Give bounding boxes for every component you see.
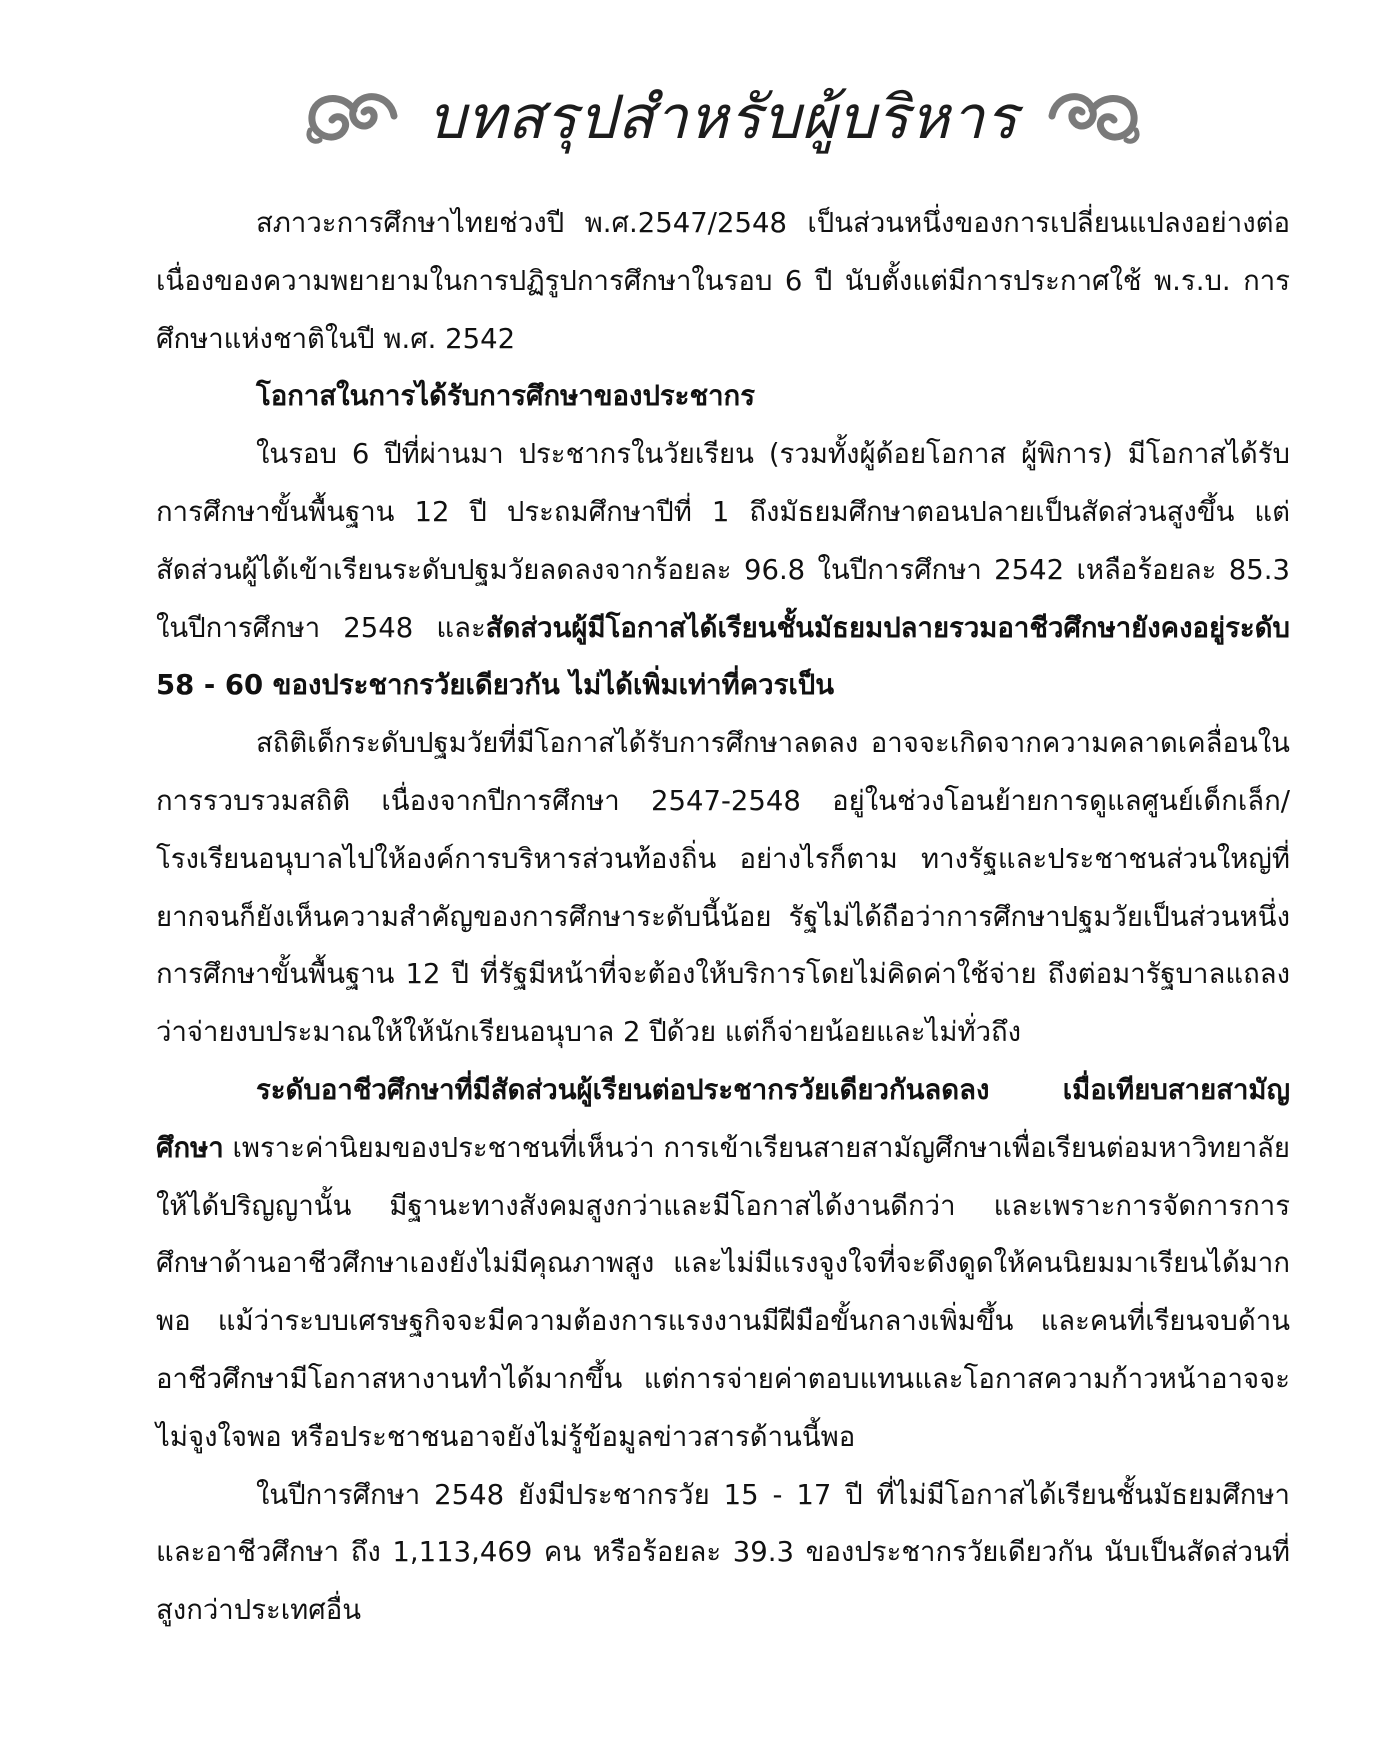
paragraph-out-of-school-text: ในปีการศึกษา 2548 ยังมีประชากรวัย 15 - 17 ปี ที่ไม่มีโอกาสได้เรียนชั้นมัธยมศึกษาและอาชีวศึกษา ถึง 1,113,469 คน หรือร้อยละ 39.3 ของประชากรวัยเดียวกัน นับเป็นสัดส่วนที่สูงกว่าประเทศอื่น: [156, 1478, 1290, 1627]
page-title: บทสรุปสำหรับผู้บริหาร: [427, 82, 1019, 153]
paragraph-vocational-text: เพราะค่านิยมของประชาชนที่เห็นว่า การเข้าเรียนสายสามัญศึกษาเพื่อเรียนต่อมหาวิทยาลัยให้ได้ปริญญานั้น มีฐานะทางสังคมสูงกว่าและมีโอกาสได้งานดีกว่า และเพราะการจัดการการศึกษาด้านอาชีวศึกษาเองยังไม่มีคุณภาพสูง และไม่มีแรงจูงใจที่จะดึงดูดให้คนนิยมมาเรียนได้มากพอ แม้ว่าระบบเศรษฐกิจจะมีความต้องการแรงงานมีฝีมือขั้นกลางเพิ่มขึ้น และคนที่เรียนจบด้านอาชีวศึกษามีโอกาสหางานทำได้มากขึ้น แต่การจ่ายค่าตอบแทนและโอกาสความก้าวหน้าอาจจะไม่จูงใจพอ หรือประชาชนอาจยังไม่รู้ข้อมูลข่าวสารด้านนี้พอ: [156, 1131, 1290, 1453]
paragraph-access-emphasis: สัดส่วนผู้มีโอกาสได้เรียนชั้นมัธยมปลายรวมอาชีวศึกษายังคงอยู่ระดับ 58 - 60 ของประชากรวัยเดียวกัน ไม่ได้เพิ่มเท่าที่ควรเป็น: [156, 611, 1290, 702]
paragraph-out-of-school: [156, 1467, 1290, 1640]
paragraph-access-text: ในรอบ 6 ปีที่ผ่านมา ประชากรในวัยเรียน (รวมทั้งผู้ด้อยโอกาส ผู้พิการ) มีโอกาสได้รับการศึกษาขั้นพื้นฐาน 12 ปี ประถมศึกษาปีที่ 1 ถึงมัธยมศึกษาตอนปลายเป็นสัดส่วนสูงขึ้น แต่สัดส่วนผู้ได้เข้าเรียนระดับปฐมวัยลดลงจากร้อยละ 96.8 ในปีการศึกษา 2542 เหลือร้อยละ 85.3 ในปีการศึกษา 2548 และ: [156, 438, 1290, 644]
right-flourish-icon: [1044, 86, 1144, 148]
section-heading-access: [156, 368, 1290, 426]
paragraph-vocational-lead: ระดับอาชีวศึกษาที่มีสัดส่วนผู้เรียนต่อประชากรวัยเดียวกันลดลง เมื่อเทียบสายสามัญศึกษา: [156, 1073, 1290, 1164]
paragraph-intro: [156, 195, 1290, 368]
document-body: [156, 195, 1290, 1640]
paragraph-intro-text: สภาวะการศึกษาไทยช่วงปี พ.ศ.2547/2548 เป็นส่วนหนึ่งของการเปลี่ยนแปลงอย่างต่อเนื่องของความพยายามในการปฏิรูปการศึกษาในรอบ 6 ปี นับตั้งแต่มีการประกาศใช้ พ.ร.บ. การศึกษาแห่งชาติในปี พ.ศ. 2542: [156, 207, 1290, 355]
paragraph-vocational: [156, 1062, 1290, 1467]
left-flourish-icon: [302, 86, 402, 148]
paragraph-early-childhood: [156, 715, 1290, 1062]
paragraph-early-childhood-text: สถิติเด็กระดับปฐมวัยที่มีโอกาสได้รับการศึกษาลดลง อาจจะเกิดจากความคลาดเคลื่อนในการรวบรวมสถิติ เนื่องจากปีการศึกษา 2547-2548 อยู่ในช่วงโอนย้ายการดูแลศูนย์เด็กเล็ก/ โรงเรียนอนุบาลไปให้องค์การบริหารส่วนท้องถิ่น อย่างไรก็ตาม ทางรัฐและประชาชนส่วนใหญ่ที่ยากจนก็ยังเห็นความสำคัญของการศึกษาระดับนี้น้อย รัฐไม่ได้ถือว่าการศึกษาปฐมวัยเป็นส่วนหนึ่งการศึกษาขั้นพื้นฐาน 12 ปี ที่รัฐมีหน้าที่จะต้องให้บริการโดยไม่คิดค่าใช้จ่าย ถึงต่อมารัฐบาลแถลงว่าจ่ายงบประมาณให้ให้นักเรียนอนุบาล 2 ปีด้วย แต่ก็จ่ายน้อยและไม่ทั่วถึง: [156, 727, 1290, 1049]
section-heading-access-text: โอกาสในการได้รับการศึกษาของประชากร: [256, 380, 755, 413]
title-row: [156, 72, 1290, 162]
paragraph-access: [156, 426, 1290, 715]
